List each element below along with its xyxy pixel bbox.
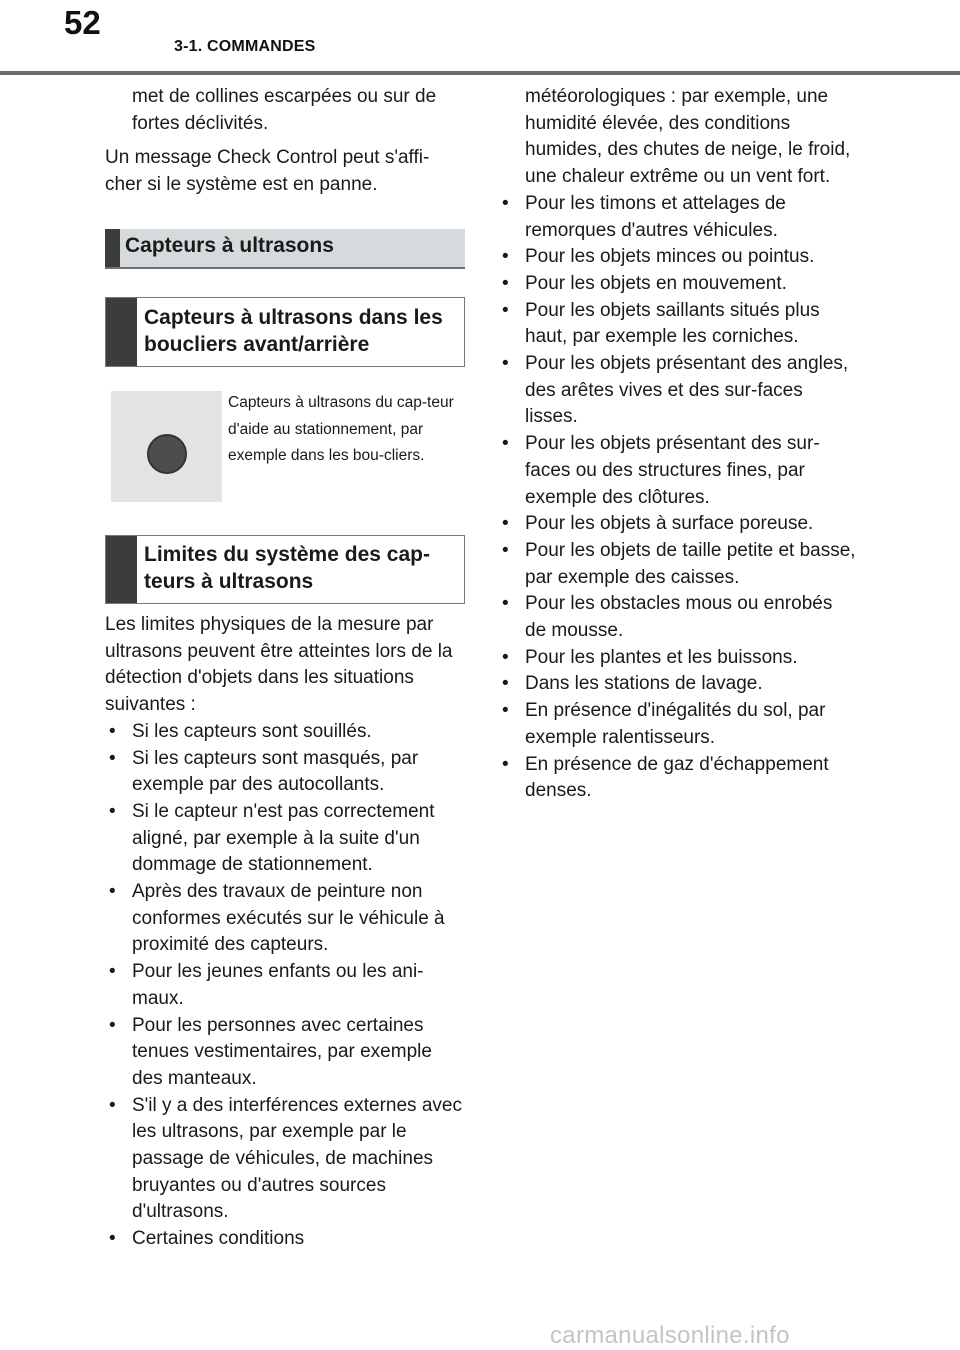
list-item: • Après des travaux de peinture non conformes exécutés sur le véhicule à proximité des capteurs.: [105, 879, 465, 959]
list-item: • Pour les timons et attelages de remorques d'autres véhicules.: [498, 191, 858, 244]
left-column-intro: [105, 84, 465, 199]
list-item: • Pour les objets de taille petite et basse, par exemple des caisses.: [498, 538, 858, 591]
subheading-title: Limites du système des cap-teurs à ultrasons: [144, 543, 430, 593]
ultrasonic-sensor-icon: [147, 434, 187, 474]
right-column: [498, 84, 858, 805]
list-item: • Pour les objets présentant des sur-faces ou des structures fines, par exemple des clôtures.: [498, 431, 858, 511]
intro-paragraph: Un message Check Control peut s'affi-cher si le système est en panne.: [105, 147, 430, 196]
list-item: • S'il y a des interférences externes avec les ultrasons, par exemple par le passage de véhicules, de machines bruyantes ou d'autres sources d'ultrasons.: [105, 1093, 465, 1227]
list-item: • Pour les jeunes enfants ou les ani-maux.: [105, 959, 465, 1012]
list-item: • En présence de gaz d'échappement denses.: [498, 752, 858, 805]
watermark: carmanualsonline.info: [550, 1322, 790, 1349]
limits-intro: Les limites physiques de la mesure par ultrasons peuvent être atteintes lors de la détection d'objets dans les situations suivantes :: [105, 614, 453, 716]
sensor-image: [111, 391, 222, 502]
heading-accent-bar: [106, 536, 137, 603]
list-item: • Si les capteurs sont masqués, par exemple par des autocollants.: [105, 746, 465, 799]
limits-list-right: [498, 191, 858, 805]
limits-section: [105, 612, 465, 1253]
section-heading-title: Capteurs à ultrasons: [125, 234, 334, 257]
subheading-front-rear-sensors: [105, 297, 465, 367]
list-item: • Si le capteur n'est pas correctement aligné, par exemple à la suite d'un dommage de stationnement.: [105, 799, 465, 879]
figure-caption: Capteurs à ultrasons du cap-teur d'aide au stationnement, par exemple dans les bou-cliers.: [228, 394, 454, 464]
heading-accent-bar: [105, 229, 120, 267]
list-item: • Pour les objets en mouvement.: [498, 271, 858, 298]
list-item: • Pour les personnes avec certaines tenues vestimentaires, par exemple des manteaux.: [105, 1013, 465, 1093]
list-item: • Si les capteurs sont souillés.: [105, 719, 465, 746]
list-item: • Pour les objets saillants situés plus haut, par exemple les corniches.: [498, 298, 858, 351]
list-item: • Dans les stations de lavage.: [498, 671, 858, 698]
list-item: • Pour les obstacles mous ou enrobés de mousse.: [498, 591, 858, 644]
heading-accent-bar: [106, 298, 137, 366]
subheading-title: Capteurs à ultrasons dans les boucliers avant/arrière: [144, 306, 443, 356]
list-item: • Pour les objets minces ou pointus.: [498, 244, 858, 271]
list-item: • Pour les objets présentant des angles, des arêtes vives et des sur-faces lisses.: [498, 351, 858, 431]
list-item: • En présence d'inégalités du sol, par exemple ralentisseurs.: [498, 698, 858, 751]
list-item: • Pour les plantes et les buissons.: [498, 645, 858, 672]
section-heading: [105, 229, 465, 269]
page-number: 52: [64, 4, 101, 41]
section-label: 3-1. COMMANDES: [174, 38, 316, 55]
limits-list-left: [105, 719, 465, 1253]
intro-continuation: met de collines escarpées ou sur de fortes déclivités.: [132, 86, 437, 134]
list-item: • Pour les objets à surface poreuse.: [498, 511, 858, 538]
subheading-system-limits: [105, 535, 465, 604]
list-item: • Certaines conditions: [105, 1226, 465, 1253]
weather-continuation: météorologiques : par exemple, une humidité élevée, des conditions humides, des chutes de neige, le froid, une chaleur extrême ou un vent fort.: [525, 86, 851, 188]
header-rule: [0, 71, 960, 75]
